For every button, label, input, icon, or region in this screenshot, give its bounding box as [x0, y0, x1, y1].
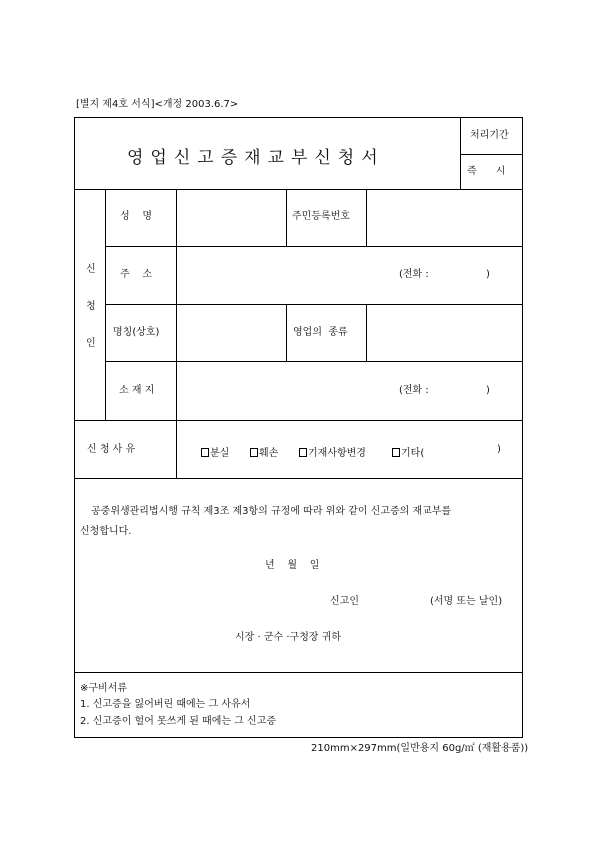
processing-period-value: 즉 시 — [467, 166, 506, 177]
form-title: 영업신고증재교부신청서 — [127, 148, 385, 168]
border-right — [522, 117, 523, 738]
name-split-1 — [286, 189, 287, 246]
border-top — [74, 117, 523, 118]
name-label: 성 명 — [120, 211, 153, 222]
business-split-1 — [286, 304, 287, 361]
resident-number-label: 주민등록번호 — [292, 211, 350, 222]
title-row-bottom — [74, 189, 523, 190]
address-label: 주 소 — [120, 269, 153, 280]
statement-date: 년 월 일 — [265, 560, 320, 571]
business-type-label: 영업의 종류 — [293, 327, 348, 338]
business-name-label: 명칭(상호) — [113, 327, 160, 338]
reason-other-close: ) — [497, 444, 501, 455]
documents-item-1: 1. 신고증을 잃어버린 때에는 그 사유서 — [80, 699, 251, 710]
business-name-field[interactable] — [178, 306, 285, 359]
location-label: 소 재 지 — [119, 385, 155, 396]
business-split-2 — [366, 304, 367, 361]
documents-title: ※구비서류 — [80, 683, 128, 694]
form-header: [별지 제4호 서식]<개정 2003.6.7> — [76, 99, 239, 110]
processing-period-label: 처리기간 — [470, 130, 509, 141]
applicant-label-2: 청 — [86, 301, 96, 312]
border-left — [74, 117, 75, 738]
reason-label: 신 청 사 유 — [87, 444, 136, 455]
resident-number-field[interactable] — [368, 191, 520, 244]
checkbox-icon[interactable] — [201, 448, 209, 457]
reason-option-other[interactable]: 기타( — [392, 444, 424, 459]
applicant-label-3: 인 — [86, 338, 96, 349]
row-line-1 — [105, 246, 523, 247]
row-line-5 — [74, 478, 523, 479]
checkbox-icon[interactable] — [299, 448, 307, 457]
addressee: 시장 · 군수 ·구청장 귀하 — [235, 632, 342, 643]
row-line-6 — [74, 672, 523, 673]
row-line-3 — [105, 361, 523, 362]
statement-line-2: 신청합니다. — [80, 526, 132, 537]
checkbox-icon[interactable] — [250, 448, 258, 457]
applicant-signer-label: 신고인 — [330, 596, 359, 607]
checkbox-icon[interactable] — [392, 448, 400, 457]
documents-item-2: 2. 신고증이 헐어 못쓰게 된 때에는 그 신고증 — [80, 716, 277, 727]
name-split-2 — [366, 189, 367, 246]
reason-option-changed[interactable]: 기재사항변경 — [299, 444, 366, 459]
address-phone: (전화 : ) — [399, 269, 490, 280]
paper-spec-footer: 210mm×297mm(일반용지 60g/㎡ (재활용품)) — [311, 743, 529, 754]
border-bottom — [74, 737, 523, 738]
location-phone: (전화 : ) — [399, 385, 490, 396]
title-divider — [460, 117, 461, 189]
row-line-2 — [105, 304, 523, 305]
processing-divider — [460, 154, 522, 155]
applicant-label-1: 신 — [86, 264, 96, 275]
reason-option-damaged[interactable]: 훼손 — [250, 444, 278, 459]
name-field[interactable] — [178, 191, 285, 244]
business-type-field[interactable] — [368, 306, 520, 359]
reason-divider — [176, 420, 177, 478]
signature-note: (서명 또는 날인) — [430, 596, 503, 607]
reason-option-lost[interactable]: 분실 — [201, 444, 229, 459]
row-line-4 — [74, 420, 523, 421]
statement-line-1: 공중위생관리법시행 규칙 제3조 제3항의 규정에 따라 위와 같이 신고증의 재교부를 — [91, 506, 452, 517]
